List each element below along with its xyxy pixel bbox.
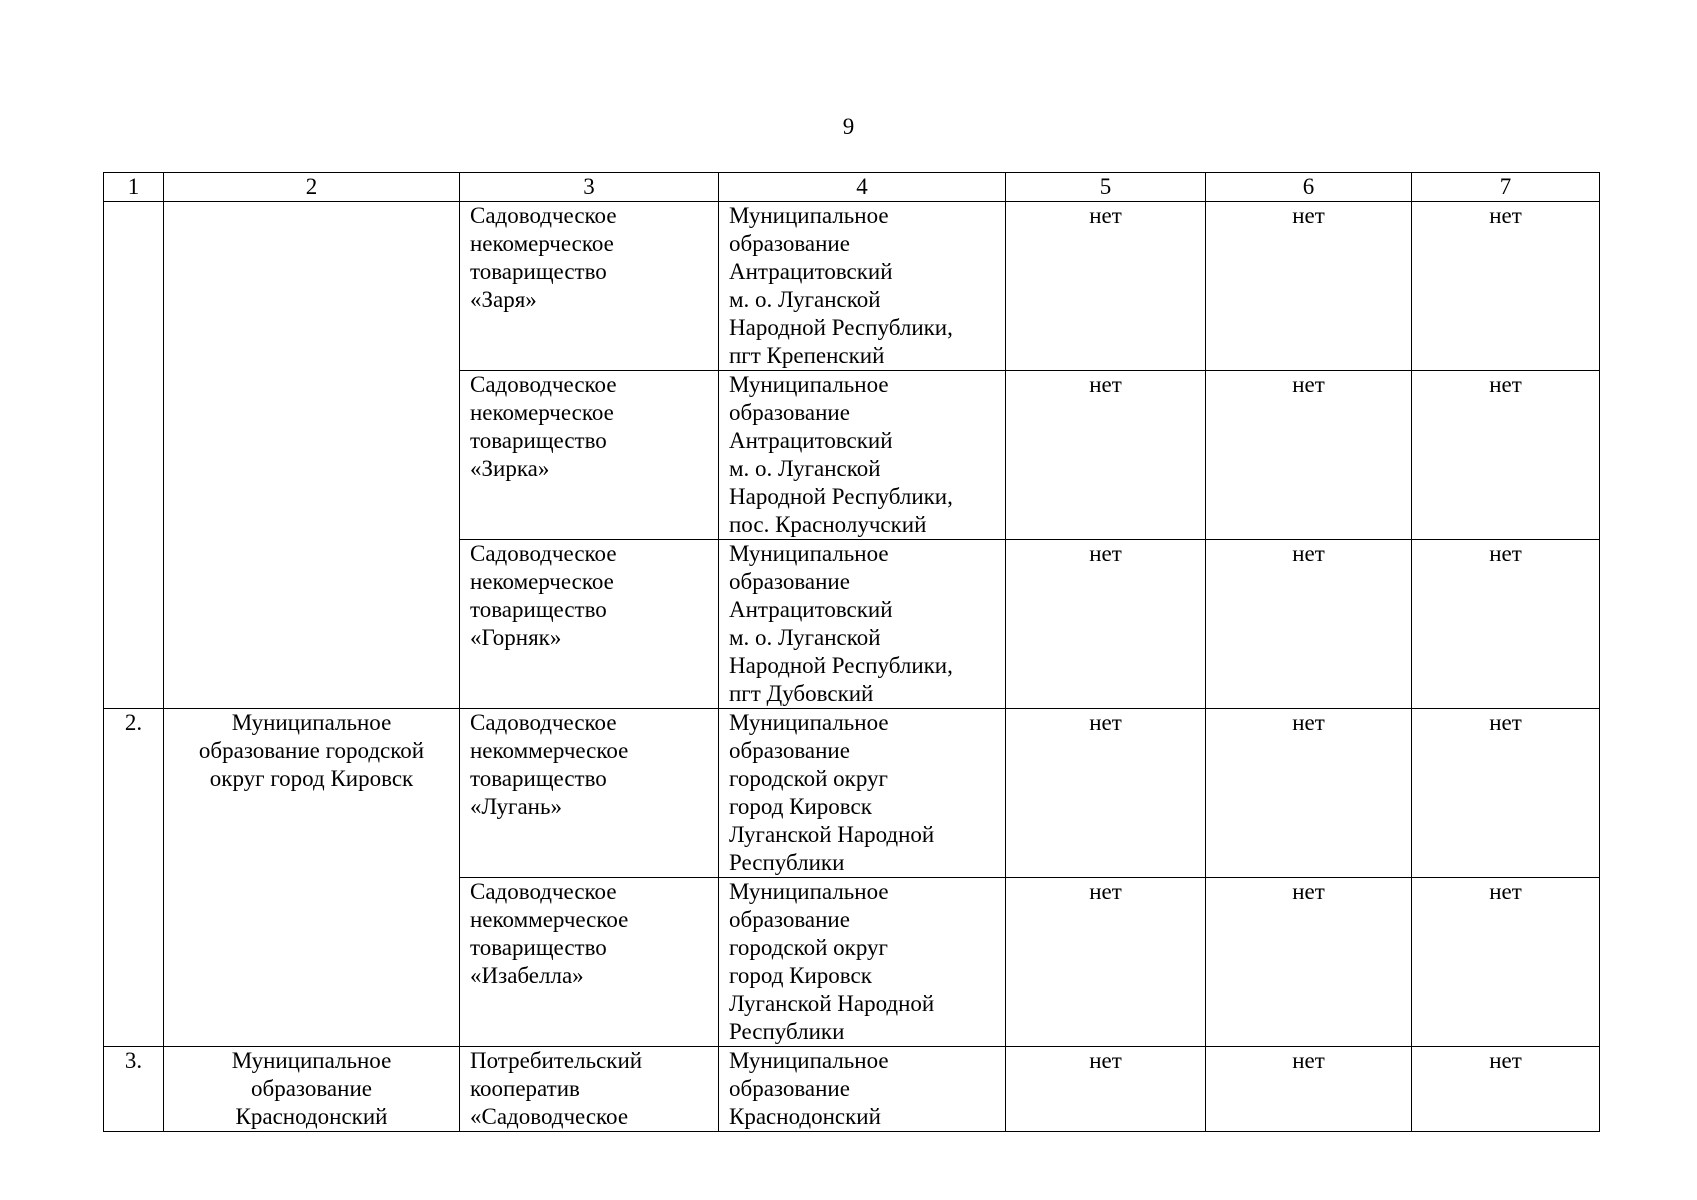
location-cell: Муниципальное образование городской округ город Кировск Луганской Народной Республики bbox=[719, 709, 1006, 878]
municipality-cell: Муниципальное образование городской округ город Кировск bbox=[164, 709, 460, 1047]
value-cell-col5: нет bbox=[1006, 878, 1206, 1047]
column-number: 6 bbox=[1206, 173, 1412, 202]
value-cell-col6: нет bbox=[1206, 878, 1412, 1047]
value-cell-col5: нет bbox=[1006, 709, 1206, 878]
page-number: 9 bbox=[842, 114, 855, 139]
column-number: 3 bbox=[460, 173, 719, 202]
value-cell-col5: нет bbox=[1006, 202, 1206, 371]
value-cell-col6: нет bbox=[1206, 709, 1412, 878]
value-cell-col7: нет bbox=[1412, 709, 1600, 878]
value-cell-col7: нет bbox=[1412, 371, 1600, 540]
organization-name-cell: Садоводческое некоммерческое товарищество «Лугань» bbox=[460, 709, 719, 878]
value-cell-col5: нет bbox=[1006, 1047, 1206, 1132]
location-cell: Муниципальное образование Антрацитовский м. о. Луганской Народной Республики, пос. Краснолучский bbox=[719, 371, 1006, 540]
value-cell-col6: нет bbox=[1206, 202, 1412, 371]
value-cell-col6: нет bbox=[1206, 1047, 1412, 1132]
row-number-cell bbox=[104, 202, 164, 709]
value-cell-col7: нет bbox=[1412, 540, 1600, 709]
column-number: 5 bbox=[1006, 173, 1206, 202]
organization-name-cell: Садоводческое некомерческое товарищество «Горняк» bbox=[460, 540, 719, 709]
location-cell: Муниципальное образование Антрацитовский м. о. Луганской Народной Республики, пгт Дубовский bbox=[719, 540, 1006, 709]
registry-table bbox=[103, 172, 1600, 1132]
location-cell: Муниципальное образование городской округ город Кировск Луганской Народной Республики bbox=[719, 878, 1006, 1047]
column-number: 4 bbox=[719, 173, 1006, 202]
value-cell-col7: нет bbox=[1412, 202, 1600, 371]
organization-name-cell: Садоводческое некоммерческое товарищество «Изабелла» bbox=[460, 878, 719, 1047]
column-number: 1 bbox=[104, 173, 164, 202]
municipality-cell bbox=[164, 202, 460, 709]
row-number-cell: 3. bbox=[104, 1047, 164, 1132]
value-cell-col7: нет bbox=[1412, 878, 1600, 1047]
value-cell-col6: нет bbox=[1206, 540, 1412, 709]
row-number-cell: 2. bbox=[104, 709, 164, 1047]
table-row bbox=[104, 202, 1600, 371]
column-number-row bbox=[104, 173, 1600, 202]
column-number: 2 bbox=[164, 173, 460, 202]
table-row bbox=[104, 709, 1600, 878]
value-cell-col6: нет bbox=[1206, 371, 1412, 540]
column-number: 7 bbox=[1412, 173, 1600, 202]
value-cell-col5: нет bbox=[1006, 371, 1206, 540]
organization-name-cell: Садоводческое некомерческое товарищество «Зирка» bbox=[460, 371, 719, 540]
location-cell: Муниципальное образование Краснодонский bbox=[719, 1047, 1006, 1132]
value-cell-col5: нет bbox=[1006, 540, 1206, 709]
municipality-cell: Муниципальное образование Краснодонский bbox=[164, 1047, 460, 1132]
value-cell-col7: нет bbox=[1412, 1047, 1600, 1132]
table-row bbox=[104, 1047, 1600, 1132]
organization-name-cell: Садоводческое некомерческое товарищество «Заря» bbox=[460, 202, 719, 371]
location-cell: Муниципальное образование Антрацитовский м. о. Луганской Народной Республики, пгт Крепенский bbox=[719, 202, 1006, 371]
organization-name-cell: Потребительский кооператив «Садоводческое bbox=[460, 1047, 719, 1132]
